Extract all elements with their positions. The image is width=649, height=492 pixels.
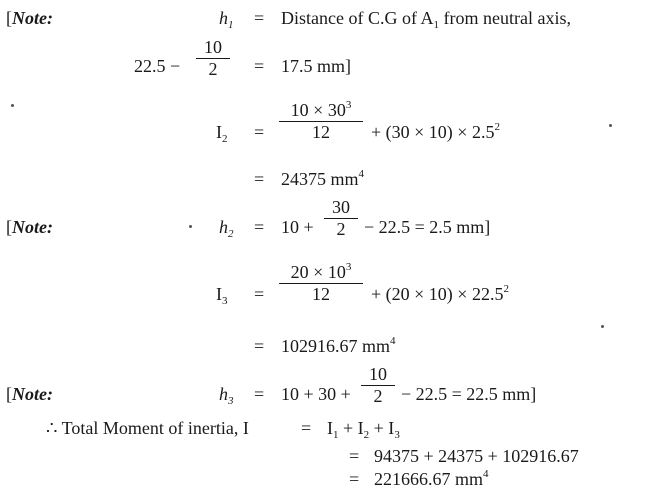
i3-value: 102916.67 $mm^4$ xyxy=(281,335,396,356)
h3-pre: 10 + 30 + xyxy=(281,384,351,404)
h2-post: − 22.5 = 2.5 mm] xyxy=(364,217,491,237)
bracket: [ xyxy=(6,8,12,28)
note-line-3: [Note: xyxy=(6,384,53,404)
h2-pre: 10 + xyxy=(281,217,314,237)
h2-symbol: $h_2$ xyxy=(219,217,234,240)
therefore-symbol: ∴ xyxy=(46,418,58,438)
total-moment-values: 94375 + 24375 + 102916.67 xyxy=(374,446,579,466)
note-line-1 xyxy=(6,9,53,27)
i2-symbol: $I_2$ xyxy=(216,122,228,145)
note-label: Note: xyxy=(12,8,53,28)
equals-sign: = xyxy=(349,469,360,489)
equals-sign: = xyxy=(254,122,265,142)
i3-parallel-axis-term: + $(20 \times 10) \times 22.5^2$ xyxy=(371,283,509,304)
i2-parallel-axis-term: + $(30 \times 10) \times 2.5^2$ xyxy=(371,121,500,142)
equals-sign: = xyxy=(254,8,265,28)
total-moment-sum: $I_1 + I_2 + I_3$ xyxy=(327,418,400,441)
equals-sign: = xyxy=(254,336,265,356)
fraction-30-over-2: 30 2 xyxy=(324,198,358,239)
equals-sign: = xyxy=(301,418,312,438)
equals-sign: = xyxy=(254,56,265,76)
scan-speck xyxy=(601,325,604,328)
equals-sign: = xyxy=(349,446,360,466)
equals-sign: = xyxy=(254,384,265,404)
fraction-10-over-2: 10 2 xyxy=(196,38,230,79)
scan-speck xyxy=(189,225,192,228)
h1-symbol: $h_1$ xyxy=(219,8,234,31)
total-moment-result: 221666.67 $mm^4$ xyxy=(374,468,489,489)
note-line-2: [Note: xyxy=(6,217,53,237)
fraction-10-over-2-b: 10 2 xyxy=(361,365,395,406)
equals-sign: = xyxy=(254,217,265,237)
equals-sign: = xyxy=(254,169,265,189)
i3-symbol: $I_3$ xyxy=(216,284,228,307)
total-moment-label: ∴ Total Moment of inertia, I xyxy=(46,418,249,438)
h3-symbol: $h_3$ xyxy=(219,384,234,407)
scan-speck xyxy=(609,124,612,127)
h1-lhs: 22.5 − xyxy=(134,56,181,76)
h1-value: 17.5 mm] xyxy=(281,56,351,76)
fraction-i3-own: $20 \times 10^3$ 12 xyxy=(279,263,363,304)
fraction-i2-own: $10 \times 30^3$ 12 xyxy=(279,101,363,142)
h1-definition: Distance of C.G of $A_1$ from neutral axis, xyxy=(281,8,571,31)
i2-value: 24375 $mm^4$ xyxy=(281,168,365,189)
equals-sign: = xyxy=(254,284,265,304)
h3-post: − 22.5 = 22.5 mm] xyxy=(401,384,537,404)
scan-speck xyxy=(11,104,14,107)
